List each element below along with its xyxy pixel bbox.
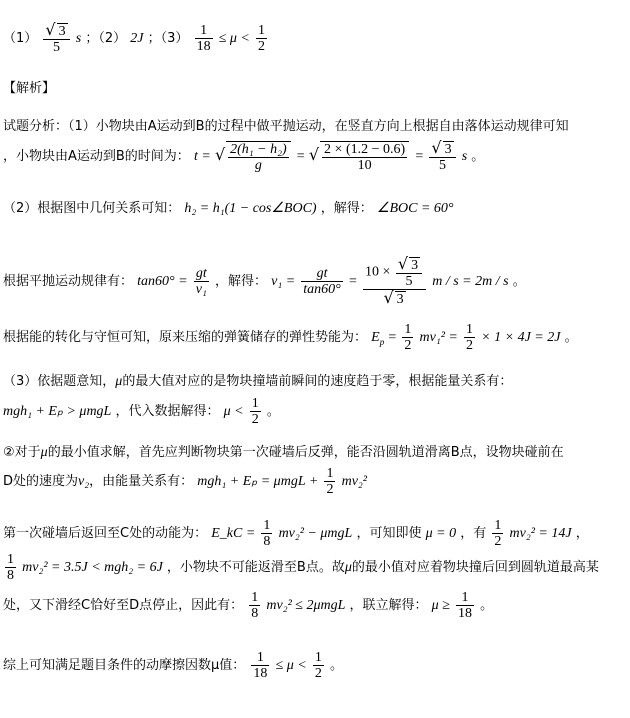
para2-text: （2）根据图中几何关系可知： [3,201,181,216]
para7-l1f: ， [575,526,589,541]
para7-mu0: μ = 0 [425,526,457,541]
para8-mid: ≤ μ < [275,658,307,673]
answer-line [3,22,269,55]
para5-line2 [3,396,280,427]
para8-end: 。 [330,658,344,673]
para7-line3 [3,590,493,621]
para5-end: 。 [266,404,280,419]
para6-tail: mv₂² [341,474,367,489]
answer-mu-relation: ≤ μ < [218,31,250,46]
para3-frac-b: $\frac{gt}{\tan 60^\circ}$ [303,266,341,297]
para6-l2b: ，由能量关系有： [89,474,194,489]
para2-eq: h₂ = h₁(1 − cos∠BOC) [184,201,317,216]
para4-text: 根据能的转化与守恒可知，原来压缩的弹簧储存的弹性势能为： [3,330,368,345]
para7-l1a: 第一次碰墙后返回至C处的动能为： [3,526,208,541]
para1-line2-text: ，小物块由A运动到B的时间为： [3,149,190,164]
para7-frac-g: $\frac{1}{2}$ [494,518,502,549]
para6-l1a: ②对于 [3,445,41,460]
answer-part2-label: ；（2） [85,31,127,46]
para8-frac-lo: $\frac{1}{18}$ [253,650,268,681]
para5-l1a: （3）依据题意知， [3,374,116,389]
para6-v2: v₂ [78,474,90,489]
para7-l1c: ，可知即使 [356,526,422,541]
answer-part3-label: ；（3） [147,31,189,46]
para4-ep: $E_p$ [371,330,385,347]
para3-lhs: tan60° = [137,274,188,289]
para5-l2b: ，代入数据解得： [115,404,220,419]
para1-end: 。 [471,149,485,164]
para6-eq: mgh₁ + Eₚ = μmgL + [197,474,319,489]
para7-l1b: mv₂² − μmgL [278,526,353,541]
para7-l1d: ，有 [460,526,487,541]
para1-frac2: $\frac{2 \times (1.2 - 0.6)}{10}$ [320,141,409,173]
para7-l2c: 的最小值对应着物块撞后回到圆轨道最高某 [351,560,599,575]
para3-text: 根据平抛运动规律有： [3,274,134,289]
para7-end: 。 [480,598,494,613]
para8-frac-hi: $\frac{1}{2}$ [314,650,322,681]
answer-time-den: 5 [53,40,61,55]
para7-l3c: ，联立解得： [349,598,428,613]
para3-mid: ，解得： [214,274,267,289]
para7-ekc: E_kC = [211,526,256,541]
para4-mv: mv₁² = [419,330,458,345]
para7-line1 [3,518,589,549]
para2-result: ∠BOC = 60° [376,201,454,216]
para7-l1e: mv₂² = 14J [509,526,572,541]
para7-l3a: 处，又下滑经C恰好至D点停止，因此有： [3,598,244,613]
answer-time-fraction: $\frac{√ 3}{5}$ [43,22,69,55]
para7-l3b: mv₂² ≤ 2μmgL [266,598,346,613]
para6-l1b: 的最小值求解，首先应判断物块第一次碰墙后反弹，能否沿圆轨道滑离B点，设物块碰前在 [47,445,564,460]
answer-time-num: 3 [58,24,66,39]
para3-frac-a: $\frac{gt}{\text{v₁}}$ [195,266,207,297]
para3-line [3,256,526,307]
para4-rest: × 1 × 4J = 2J [481,330,561,345]
para8-line [3,650,343,681]
para6-frac: $\frac{1}{2}$ [326,466,334,497]
para5-ineq: mgh₁ + Eₚ > μmgL [3,404,112,419]
para4-end: 。 [564,330,578,345]
para7-frac-f: $\frac{1}{8}$ [263,518,271,549]
para3-end: 。 [512,274,526,289]
para5-l1b: 的最大值对应的是物块撞墙前瞬间的速度趋于零，根据能量关系有： [122,374,513,389]
para7-frac-k: $\frac{1}{8}$ [251,590,259,621]
para3-v1: v₁ = [271,274,296,289]
para1-frac1: $\frac{\text{2(h₁ − h₂)}}{g}$ [226,141,291,173]
para7-frac-m: $\frac{1}{18}$ [458,590,473,621]
para3-equals: = [348,274,357,289]
para7-frac-h: $\frac{1}{8}$ [7,552,14,583]
para4-equals: = [388,330,397,345]
analysis-heading: 【解析】 [3,81,56,96]
para7-l2b: ，小物块不可能返滑至B点。故 [166,560,345,575]
para7-l3d: μ ≥ [431,598,450,613]
para6-line2 [3,466,367,497]
answer-part1-label: （1） [3,31,38,46]
para2-mid: ，解得： [320,201,373,216]
para6-mu: μ [40,445,48,460]
answer-time-unit: s [75,31,82,46]
para5-line1 [3,373,512,391]
para1-t-eq: t = [193,149,211,164]
para1-frac3: $\frac{√ 3}{5}$ [429,140,455,173]
para3-frac-c: 10 × $\frac{√ 3}{5}$ √ 3 [363,256,426,307]
para3-result: m / s = 2m / s [432,274,509,289]
para4-line [3,322,578,353]
answer-mu-high: $\frac{1}{2}$ [258,23,266,54]
para1-line1: 试题分析：（1）小物块由A运动到B的过程中做平抛运动，在竖直方向上根据自由落体运动规律可知 [3,119,569,134]
para4-frac1: $\frac{1}{2}$ [404,322,412,353]
para1-line2: ，小物块由A运动到B的时间为： t = √ $\frac{\text{2(h₁ − h₂)}}{g}$ = √ $\frac{2 \times (1.2 - 0.6)}{10}$ = $\frac{√ 3}{5}$ s 。 [3,138,485,173]
para6-line1 [3,444,564,462]
para5-frac: $\frac{1}{2}$ [251,396,259,427]
para1-unit: s [461,149,468,164]
para7-l2a: mv₂² = 3.5J < mgh₂ = 6J [22,560,163,575]
para2-line [3,200,454,218]
para5-mu: μ [115,374,123,389]
answer-mu-low: $\frac{1}{18}$ [196,23,211,54]
para5-mu-lt: μ < [223,404,244,419]
para7-line2 [3,552,599,583]
para8-text: 综上可知满足题目条件的动摩擦因数μ值： [3,658,246,673]
para6-l2a: D处的速度为 [3,474,79,489]
answer-energy: 2J [130,31,144,46]
para7-mu: μ [344,560,352,575]
para4-frac2: $\frac{1}{2}$ [466,322,474,353]
